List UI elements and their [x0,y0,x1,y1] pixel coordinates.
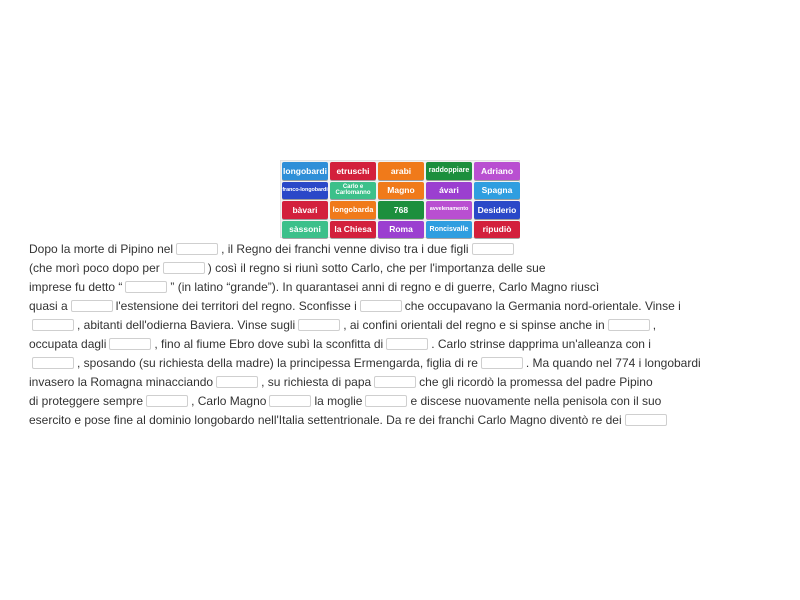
text-segment: , [652,318,657,332]
answer-blank[interactable] [608,319,650,331]
word-tile[interactable]: sàssoni [282,221,328,239]
answer-blank[interactable] [625,414,667,426]
word-tile[interactable]: Spagna [474,182,520,200]
answer-blank[interactable] [365,395,407,407]
word-tile[interactable]: Roma [378,221,424,239]
text-line [29,297,774,316]
word-tile[interactable]: Desiderio [474,201,520,219]
word-tile[interactable]: ávari [426,182,472,200]
text-segment: e discese nuovamente nella penisola con il suo [410,394,662,408]
answer-blank[interactable] [163,262,205,274]
answer-blank[interactable] [360,300,402,312]
text-line [29,240,774,259]
answer-blank[interactable] [71,300,113,312]
text-line [29,411,774,430]
answer-blank[interactable] [374,376,416,388]
answer-blank[interactable] [146,395,188,407]
text-segment: di proteggere sempre [29,394,144,408]
answer-blank[interactable] [386,338,428,350]
answer-blank[interactable] [176,243,218,255]
text-segment: , abitanti dell'odierna Baviera. Vinse sugli [77,318,296,332]
text-line [29,354,774,373]
answer-blank[interactable] [481,357,523,369]
text-segment: ) così il regno si riunì sotto Carlo, che per l'importanza delle sue [207,261,546,275]
word-tile[interactable]: etruschi [330,162,376,180]
text-segment: , su richiesta di papa [261,375,372,389]
text-segment: , ai confini orientali del regno e si spinse anche in [343,318,605,332]
answer-blank[interactable] [216,376,258,388]
text-segment: Dopo la morte di Pipino nel [29,242,174,256]
text-segment: che gli ricordò la promessa del padre Pipino [419,375,653,389]
text-line [29,259,774,278]
word-tile[interactable]: arabi [378,162,424,180]
text-segment: . Carlo strinse dapprima un'alleanza con i [431,337,651,351]
word-tile[interactable]: la Chiesa [330,221,376,239]
text-line [29,373,774,392]
text-segment: la moglie [314,394,363,408]
word-tile[interactable]: longobarda [330,201,376,219]
text-line [29,316,774,335]
word-tile[interactable]: Adriano [474,162,520,180]
text-segment: invasero la Romagna minacciando [29,375,214,389]
answer-blank[interactable] [109,338,151,350]
word-tile[interactable]: bàvari [282,201,328,219]
word-tile[interactable]: franco-longobardi [282,182,328,200]
answer-blank[interactable] [269,395,311,407]
word-tile[interactable]: longobardi [282,162,328,180]
text-segment: . Ma quando nel 774 i longobardi [525,356,701,370]
text-segment: , sposando (su richiesta della madre) la principessa Ermengarda, figlia di re [77,356,478,370]
text-segment: ” (in latino “grande”). In quarantasei anni di regno e di guerre, Carlo Magno riuscì [170,280,600,294]
text-segment: esercito e pose fine al dominio longobardo nell'Italia settentrionale. Da re dei franchi Carlo Magno diventò re dei [29,413,622,427]
text-segment: l'estensione dei territori del regno. Sconfisse i [115,299,357,313]
text-line [29,278,774,297]
word-tile[interactable]: Carlo e Carlomanno [330,182,376,200]
answer-blank[interactable] [298,319,340,331]
word-tile-bank [280,160,520,238]
text-segment: , il Regno dei franchi venne diviso tra i due figli [221,242,469,256]
text-segment: che occupavano la Germania nord-orientale. Vinse i [404,299,681,313]
text-segment: quasi a [29,299,68,313]
text-segment: occupata dagli [29,337,107,351]
word-tile[interactable]: 768 [378,201,424,219]
text-line [29,335,774,354]
answer-blank[interactable] [32,319,74,331]
text-segment: , Carlo Magno [191,394,267,408]
word-tile[interactable]: avvelenamento [426,201,472,219]
word-tile[interactable]: raddoppiare [426,162,472,180]
text-segment: , fino al fiume Ebro dove subì la sconfitta di [154,337,384,351]
answer-blank[interactable] [32,357,74,369]
word-tile[interactable]: Magno [378,182,424,200]
answer-blank[interactable] [472,243,514,255]
word-tile[interactable]: ripudiò [474,221,520,239]
cloze-text [29,240,774,430]
text-line [29,392,774,411]
text-segment: (che morì poco dopo per [29,261,160,275]
text-segment: imprese fu detto “ [29,280,123,294]
answer-blank[interactable] [125,281,167,293]
word-tile[interactable]: Roncisvalle [426,221,472,239]
